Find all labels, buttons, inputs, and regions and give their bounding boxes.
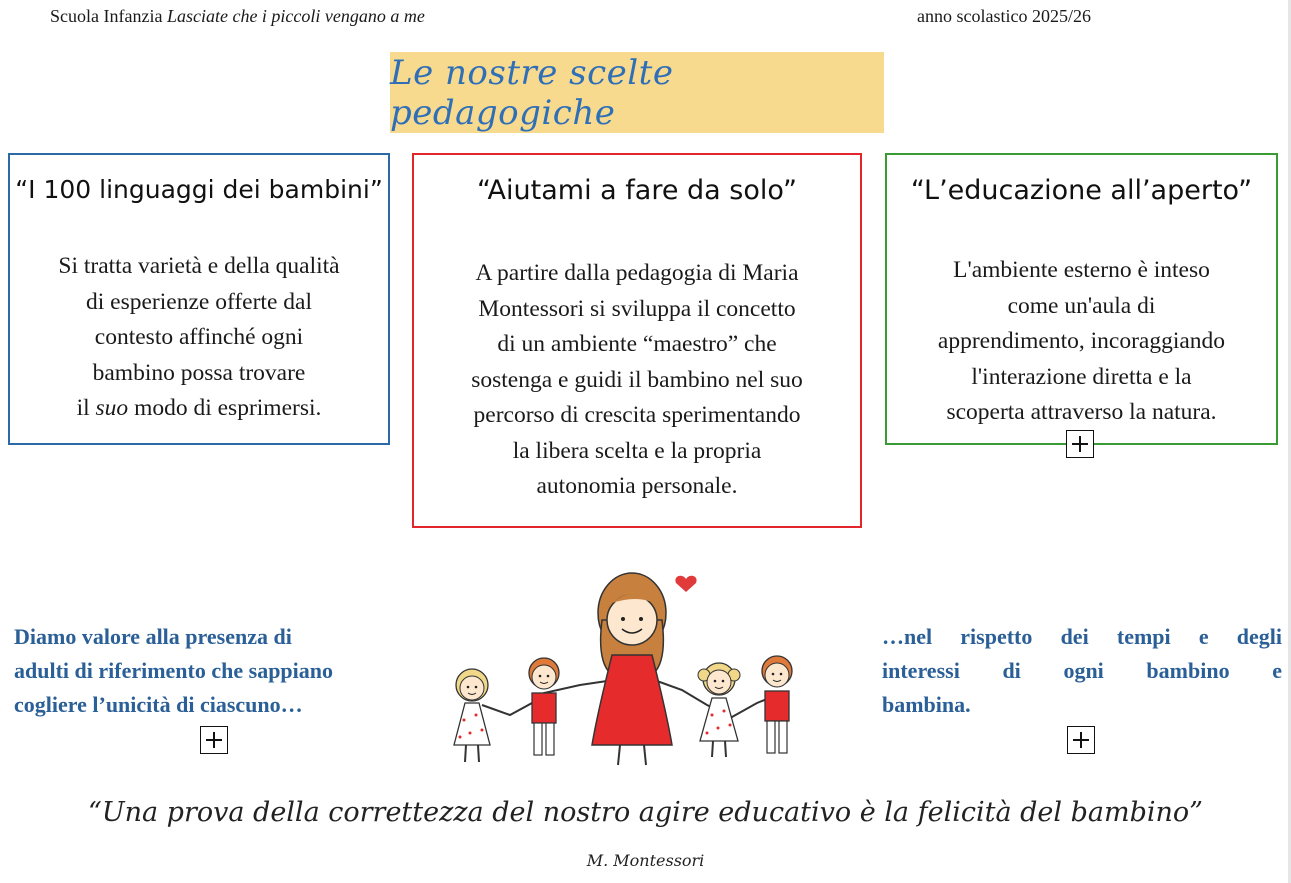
side-left-line: Diamo valore alla presenza di xyxy=(14,624,292,649)
expand-right-icon[interactable] xyxy=(1067,726,1095,754)
montessori-line: percorso di crescita sperimentando xyxy=(473,402,801,428)
teacher-children-illustration xyxy=(432,565,818,770)
outdoor-line: L'ambiente esterno è inteso xyxy=(953,257,1210,283)
side-left-line: adulti di riferimento che sappiano xyxy=(14,658,334,683)
school-prefix: Scuola Infanzia xyxy=(50,6,167,26)
side-text-left xyxy=(14,620,424,722)
montessori-line: autonomia personale. xyxy=(536,473,738,499)
montessori-text xyxy=(414,256,860,505)
side-left-line: cogliere l’unicità di ciascuno… xyxy=(14,692,303,717)
montessori-quote: “Una prova della correttezza del nostro agire educativo è la felicità del bambino” xyxy=(88,797,1203,828)
expand-left-icon[interactable] xyxy=(200,726,228,754)
outdoor-line: apprendimento, incoraggiando xyxy=(937,328,1226,354)
languages-emphasis: suo xyxy=(95,395,129,421)
languages-line: di esperienze offerte dal xyxy=(86,288,312,315)
side-text-right xyxy=(882,620,1282,722)
montessori-box xyxy=(412,153,862,528)
side-right-line: bambina. xyxy=(882,692,971,717)
montessori-line: la libera scelta e la propria xyxy=(512,437,762,464)
school-name: Lasciate che i piccoli vengano a me xyxy=(166,6,425,26)
montessori-line: sostenga e guidi il bambino nel suo xyxy=(471,366,803,393)
quote-author: M. Montessori xyxy=(586,851,705,870)
languages-box xyxy=(8,153,390,445)
school-year: anno scolastico 2025/26 xyxy=(917,6,1091,26)
title-banner xyxy=(390,52,884,133)
languages-line: il xyxy=(76,395,96,421)
languages-line: contesto affinché ogni xyxy=(94,324,304,350)
side-right-line: interessi di ogni bambino e xyxy=(882,658,1282,683)
languages-line: Si tratta varietà e della qualità xyxy=(58,253,340,279)
outdoor-box xyxy=(885,153,1278,445)
outdoor-line: l'interazione diretta e la xyxy=(971,363,1192,390)
languages-text xyxy=(10,249,388,427)
expand-outdoor-icon[interactable] xyxy=(1066,430,1094,458)
outdoor-line: come un'aula di xyxy=(1007,292,1156,319)
heart-icon xyxy=(675,576,696,592)
languages-line: modo di esprimersi. xyxy=(128,395,322,421)
outdoor-heading: “L’educazione all’aperto” xyxy=(910,175,1253,206)
side-right-line: …nel rispetto dei tempi e degli xyxy=(882,624,1282,649)
montessori-heading: “Aiutami a fare da solo” xyxy=(477,175,797,206)
montessori-line: Montessori si sviluppa il concetto xyxy=(478,295,796,322)
page-title: Le nostre scelte pedagogiche xyxy=(390,52,674,133)
school-header xyxy=(50,6,425,27)
languages-heading: “I 100 linguaggi dei bambini” xyxy=(15,175,383,204)
languages-line: bambino possa trovare xyxy=(92,359,306,386)
outdoor-text xyxy=(887,253,1276,431)
montessori-line: A partire dalla pedagogia di Maria xyxy=(475,260,799,286)
outdoor-line: scoperta attraverso la natura. xyxy=(946,399,1217,425)
montessori-line: di un ambiente “maestro” che xyxy=(497,331,777,357)
